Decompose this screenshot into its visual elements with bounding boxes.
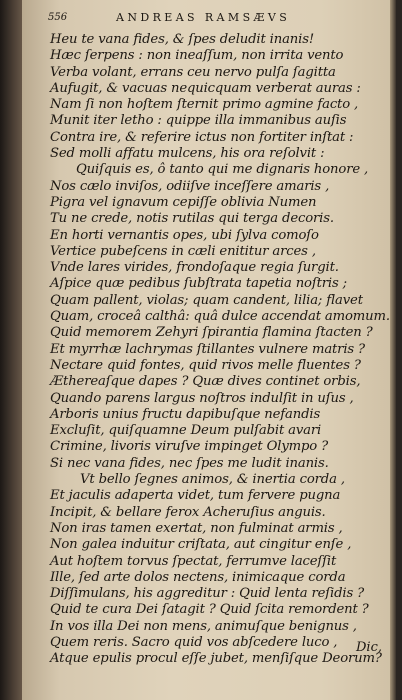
verse-line: Quid te cura Dei ſatagit ? Quid ſcita remordent ? (50, 602, 369, 618)
book-gutter (0, 0, 24, 700)
verse-line: Si nec vana fides, nec ſpes me ludit inanis. (50, 455, 329, 471)
verse-line: Quem reris. Sacro quid vos abſcedere luco , (50, 634, 338, 650)
verse-line: Munit iter letho : quippe illa immanibus auſis (50, 113, 347, 129)
verse-line: En horti vernantis opes, ubi ſylva comoſo (50, 227, 319, 243)
poem-text (50, 32, 390, 668)
verse-line: Aſpice quæ pedibus ſubſtrata tapetia noſtris ; (50, 276, 347, 292)
verse-line: Diſſimulans, his aggreditur : Quid lenta reſidis ? (50, 586, 365, 602)
verse-line: Nectare quid fontes, quid rivos melle fluentes ? (50, 357, 361, 373)
verse-line: Atque epulis procul eſſe jubet, menſiſque Deorum? (50, 651, 382, 667)
verse-line: Non iras tamen exertat, non fulminat armis , (50, 520, 343, 536)
verse-line: Sed molli affatu mulcens, his ora reſolvit : (50, 146, 325, 162)
verse-line: Et myrrhæ lachrymas ſtillantes vulnere matris ? (50, 341, 365, 357)
verse-line: Vnde lares virides, frondoſaque regia ſurgit. (50, 260, 339, 276)
verse-line: Non galea induitur criſtata, aut cingitur enſe , (50, 537, 352, 553)
verse-line: Quam, croceâ calthâ: quâ dulce accendat amomum. (50, 309, 390, 325)
verse-line: Crimine, livoris viruſve impinget Olympo ? (50, 439, 329, 455)
printed-page (22, 0, 396, 700)
verse-line: Et jaculis adaperta videt, tum fervere pugna (50, 488, 341, 504)
verse-line: Aut hoſtem torvus ſpectat, ferrumve laceſſit (50, 553, 337, 569)
verse-line: Æthereaſque dapes ? Quæ dives continet orbis, (50, 374, 361, 390)
verse-line: Nam ſi non hoſtem ſternit primo agmine facto , (50, 97, 359, 113)
verse-line: Excluſit, quiſquamne Deum pulſabit avari (50, 423, 322, 439)
page-header (50, 10, 390, 32)
verse-line: Hæc ſerpens : non ineaſſum, non irrita vento (50, 48, 344, 64)
running-head: ANDREAS RAMSÆVS (116, 11, 291, 24)
verse-line: Tu ne crede, notis rutilas qui terga decoris. (50, 211, 334, 227)
verse-line: Verba volant, errans ceu nervo pulſa ſagitta (50, 64, 336, 80)
verse-line: Quiſquis es, ô tanto qui me dignaris honore , (76, 162, 369, 178)
verse-line: Vt bello ſegnes animos, & inertia corda , (80, 472, 345, 488)
page-edge (390, 0, 396, 700)
verse-line: Quam pallent, violas; quam candent, lilia; flavet (50, 292, 363, 308)
verse-line: Incipit, & bellare ferox Acheruſius anguis. (50, 504, 326, 520)
verse-line: Arboris unius fructu dapibuſque nefandis (50, 406, 321, 422)
verse-line: Nos cælo inviſos, odiiſve inceſſere amaris , (50, 178, 330, 194)
verse-line: Aufugit, & vacuas nequicquam verberat auras : (50, 80, 361, 96)
verse-line: In vos illa Dei non mens, animuſque benignus , (50, 618, 357, 634)
catchword: Dic, (356, 640, 382, 655)
verse-line: Quando parens largus noſtros indulſit in uſus , (50, 390, 354, 406)
page-number: 556 (48, 12, 68, 23)
verse-line: Quid memorem Zehyri ſpirantia flamina ſtacten ? (50, 325, 373, 341)
verse-line: Ille, ſed arte dolos nectens, inimicaque corda (50, 569, 346, 585)
verse-line: Pigra vel ignavum cepiſſe oblivia Numen (50, 194, 317, 210)
verse-line: Vertice pubeſcens in cæli enititur arces , (50, 243, 316, 259)
verse-line: Contra ire, & referire ictus non fortiter inſtat : (50, 129, 354, 145)
verse-line: Heu te vana fides, & ſpes deludit inanis! (50, 32, 314, 47)
